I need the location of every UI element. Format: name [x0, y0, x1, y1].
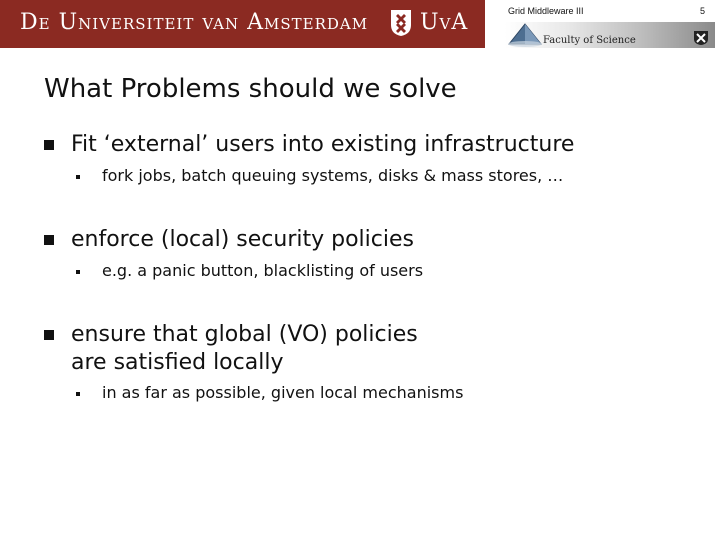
small-bullet-icon: [76, 392, 80, 396]
small-bullet-icon: [76, 175, 80, 179]
bullet-item: [44, 226, 414, 254]
square-bullet-icon: [44, 330, 54, 340]
square-bullet-icon: [44, 235, 54, 245]
pyramid-logo-icon: [507, 22, 543, 48]
bullet-item: [44, 321, 418, 377]
bullet-text: Fit ‘external’ users into existing infrastructure: [71, 132, 575, 157]
bullet-text: [71, 321, 418, 377]
sub-bullet-text: e.g. a panic button, blacklisting of users: [102, 261, 424, 280]
talk-title: Grid Middleware III: [508, 6, 584, 16]
slide-title: What Problems should we solve: [44, 74, 457, 104]
bullet-text: enforce (local) security policies: [71, 227, 414, 252]
bullet-item: [44, 131, 574, 159]
faculty-name: Faculty of Science: [543, 35, 636, 46]
bullet-text-line: ensure that global (VO) policies: [71, 322, 418, 347]
university-name: De Universiteit van Amsterdam: [20, 10, 369, 35]
small-bullet-icon: [76, 270, 80, 274]
bullet-text-line: are satisfied locally: [71, 350, 284, 375]
uva-crest-icon: [390, 9, 412, 37]
page-number: 5: [700, 6, 706, 16]
crest-small-icon: [693, 30, 709, 46]
sub-bullet-item: [76, 166, 563, 186]
square-bullet-icon: [44, 140, 54, 150]
sub-bullet-text: in as far as possible, given local mechanisms: [102, 383, 464, 402]
sub-bullet-text: fork jobs, batch queuing systems, disks & mass stores, …: [102, 166, 564, 185]
university-banner: [0, 0, 485, 48]
university-abbreviation: UvA: [420, 10, 469, 35]
sub-bullet-item: [76, 383, 463, 403]
sub-bullet-item: [76, 261, 423, 281]
